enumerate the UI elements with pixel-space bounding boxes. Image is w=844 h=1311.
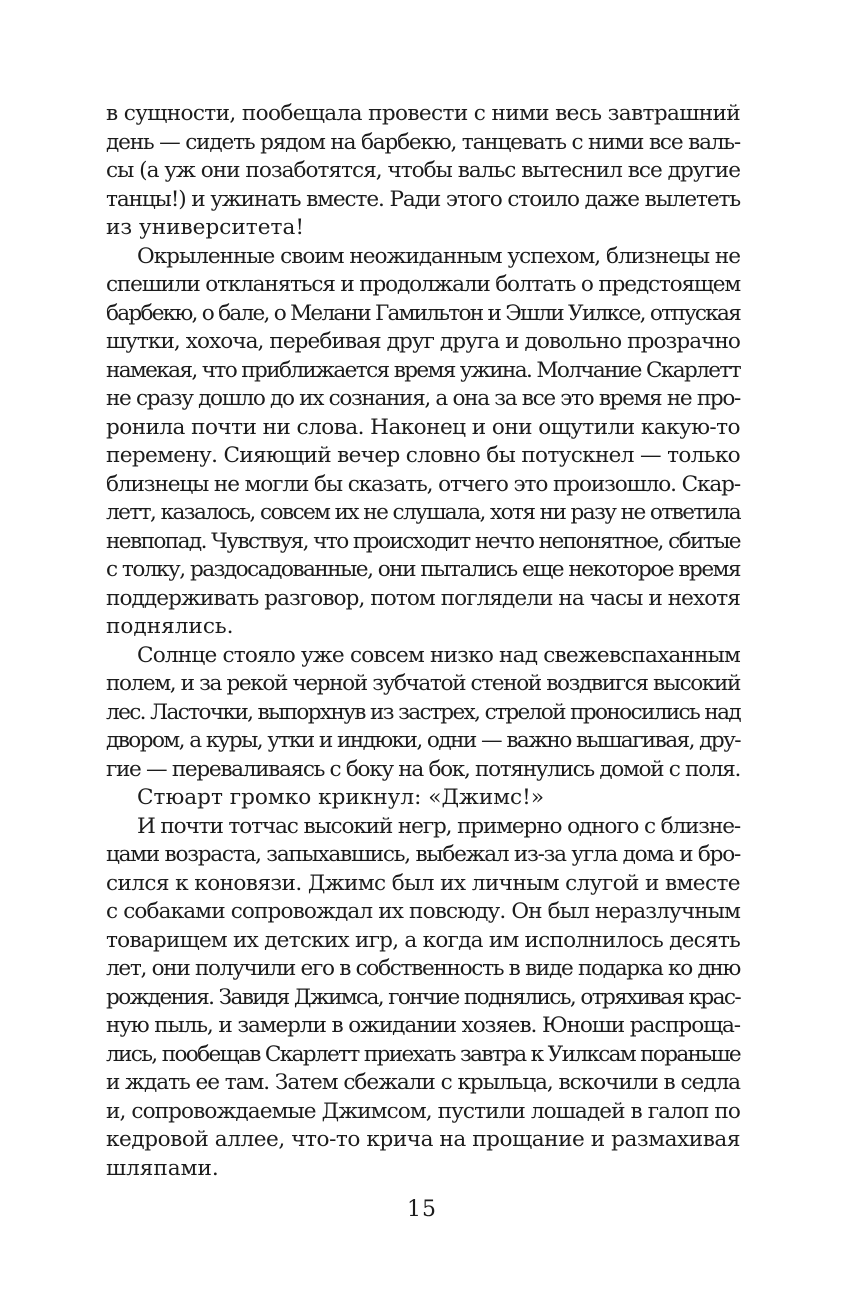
paragraph (106, 100, 740, 243)
text-line: товарищем их детских игр, а когда им исполнилось десять (106, 927, 740, 953)
text-line: из университета! (106, 215, 304, 240)
text-line: шляпами. (106, 1155, 219, 1181)
text-line: день — сидеть рядом на барбекю, танцевать с ними все валь- (106, 129, 740, 155)
text-line: полем, и за рекой черной зубчатой стеной воздвигся высокий (106, 671, 740, 696)
text-line: И почти тотчас высокий негр, примерно одного с близне- (137, 813, 740, 839)
text-line: цами возраста, запыхавшись, выбежал из-за угла дома и бро- (106, 842, 740, 867)
text-line: спешили откланяться и продолжали болтать о предстоящем (106, 272, 740, 297)
text-line: кедровой аллее, что-то крича на прощание и размахивая (106, 1127, 740, 1152)
text-line: в сущности, пообещала провести с ними весь завтрашний (106, 101, 740, 126)
paragraph (106, 642, 740, 785)
text-line: сился к коновязи. Джимс был их личным слугой и вместе (106, 870, 740, 896)
text-line: с собаками сопровождал их повсюду. Он был неразлучным (106, 899, 740, 924)
text-line: и ждать ее там. Затем сбежали с крыльца, вскочили в седла (106, 1070, 740, 1095)
text-line: поднялись. (106, 614, 234, 639)
text-line: поддерживать разговор, потом поглядели на часы и нехотя (106, 585, 740, 611)
text-line: лись, пообещав Скарлетт приехать завтра к Уилксам пораньше (106, 1041, 740, 1067)
text-line: барбекю, о бале, о Мелани Гамильтон и Эшли Уилксе, отпуская (106, 300, 740, 326)
paragraph (106, 784, 740, 813)
text-line: Солнце стояло уже совсем низко над свежевспаханным (137, 642, 740, 668)
text-line: гие — переваливаясь с боку на бок, потянулись домой с поля. (106, 756, 740, 782)
text-line: близнецы не могли бы сказать, отчего это произошло. Скар- (106, 471, 740, 497)
text-line: перемену. Сияющий вечер словно бы потускнел — только (106, 443, 741, 468)
body-text (106, 100, 740, 1183)
page-number: 15 (407, 1197, 437, 1222)
text-line: лет, они получили его в собственность в виде подарка ко дню (106, 956, 740, 981)
text-line: лес. Ласточки, выпорхнув из застрех, стрелой проносились над (106, 699, 740, 725)
text-line: танцы!) и ужинать вместе. Ради этого стоило даже вылететь (106, 186, 740, 212)
text-line: двором, а куры, утки и индюки, одни — важно вышагивая, дру- (106, 728, 740, 753)
paragraph (106, 243, 740, 642)
text-line: ную пыль, и замерли в ожидании хозяев. Юноши распроща- (106, 1013, 740, 1038)
text-line: Стюарт громко крикнул: «Джимс!» (137, 785, 545, 810)
text-line: намекая, что приближается время ужина. Молчание Скарлетт (106, 357, 740, 383)
paragraph (106, 813, 740, 1184)
text-line: и, сопровождаемые Джимсом, пустили лошадей в галоп по (106, 1098, 740, 1124)
text-line: ронила почти ни слова. Наконец и они ощутили какую-то (106, 414, 740, 440)
text-line: Окрыленные своим неожиданным успехом, близнецы не (137, 243, 740, 269)
text-line: невпопад. Чувствуя, что происходит нечто непонятное, сбитые (106, 528, 740, 554)
text-line: летт, казалось, совсем их не слушала, хотя ни разу не ответила (106, 500, 740, 525)
text-line: сы (а уж они позаботятся, чтобы вальс вытеснил все другие (106, 158, 740, 183)
text-line: шутки, хохоча, перебивая друг друга и довольно прозрачно (106, 329, 740, 354)
text-line: не сразу дошло до их сознания, а она за все это время не про- (106, 386, 740, 411)
text-line: рождения. Завидя Джимса, гончие поднялись, отряхивая крас- (106, 984, 740, 1010)
text-line: с толку, раздосадованные, они пытались еще некоторое время (106, 557, 740, 582)
